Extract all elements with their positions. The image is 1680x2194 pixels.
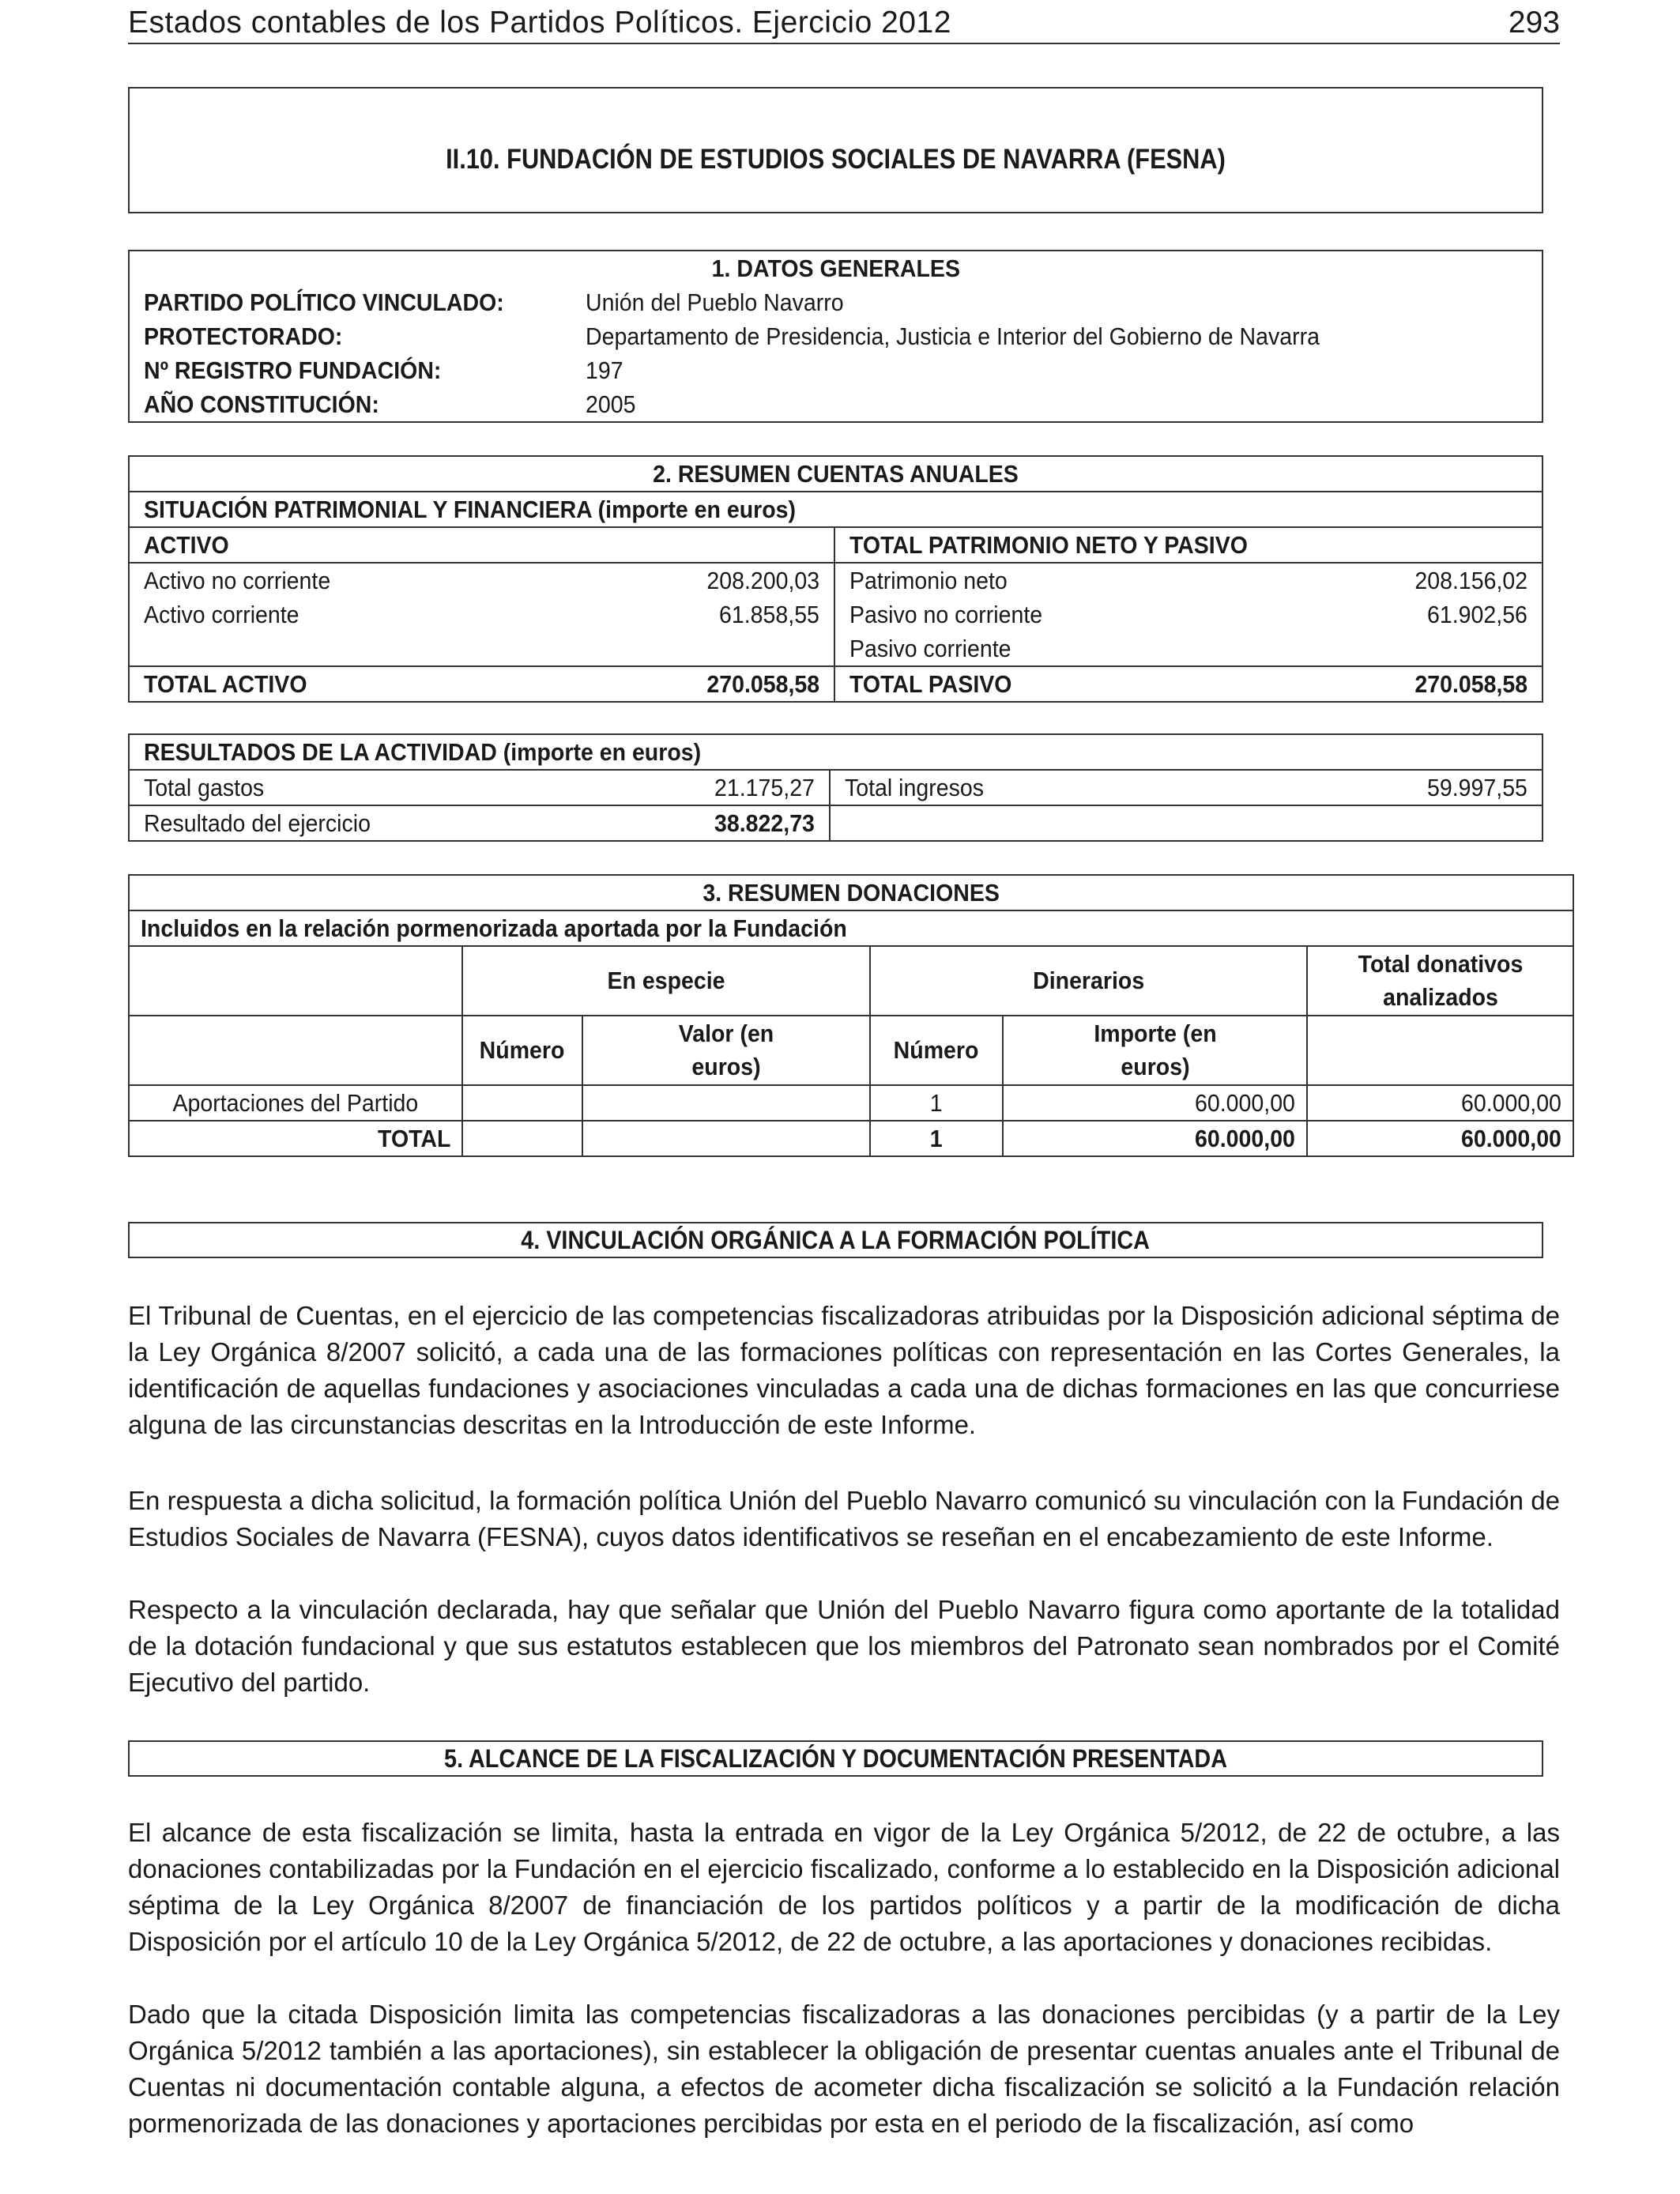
table-row: AÑO CONSTITUCIÓN: 2005 [144, 390, 636, 418]
table-total-row: TOTAL 1 60.000,00 60.000,00 [129, 1121, 1573, 1156]
section-4-heading: 4. VINCULACIÓN ORGÁNICA A LA FORMACIÓN POLÍTICA [128, 1222, 1543, 1258]
paragraph: En respuesta a dicha solicitud, la formación política Unión del Pueblo Navarro comunicó su vinculación con la Fundación de Estudios Sociales de Navarra (FESNA), cuyos datos identificativos se reseñan en el encabezamiento de este Informe. [128, 1486, 1560, 1551]
activo-heading: ACTIVO [129, 527, 834, 563]
page-number: 293 [1508, 6, 1560, 40]
section-title-box [128, 87, 1543, 213]
col-dinerarios: Dinerarios [870, 946, 1307, 1016]
donaciones-heading: 3. RESUMEN DONACIONES [129, 875, 1573, 910]
resumen-cuentas-heading: 2. RESUMEN CUENTAS ANUALES [129, 456, 1543, 492]
pasivo-heading: TOTAL PATRIMONIO NETO Y PASIVO [834, 527, 1543, 563]
col-en-especie: En especie [462, 946, 870, 1016]
table-row: Nº REGISTRO FUNDACIÓN: 197 [144, 356, 623, 384]
col-valor: Valor (en euros) [582, 1016, 870, 1085]
table-row: Activo no corriente 208.200,03 Patrimonio neto 208.156,02 [129, 563, 1543, 598]
running-title: Estados contables de los Partidos Políticos. Ejercicio 2012 [128, 6, 951, 40]
datos-generales-table [128, 250, 1543, 423]
paragraph: Dado que la citada Disposición limita las competencias fiscalizadoras a las donaciones percibidas (y a partir de la Ley Orgánica 5/2012 también a las aportaciones), sin establecer la obligación de presentar cuentas anuales ante el Tribunal de Cuentas ni documentación contable alguna, a efectos de acometer dicha fiscalización se solicitó a la Fundación relación pormenorizada de las donaciones y aportaciones percibidas por esta en el periodo de la fiscalización, así como [128, 2000, 1560, 2138]
col-numero-especie: Número [462, 1016, 582, 1085]
table-total-row: TOTAL ACTIVO 270.058,58 TOTAL PASIVO 270.058,58 [129, 666, 1543, 702]
paragraph: El Tribunal de Cuentas, en el ejercicio de las competencias fiscalizadoras atribuidas por la Disposición adicional séptima de la Ley Orgánica 8/2007 solicitó, a cada una de las formaciones políticas con representación en las Cortes Generales, la identificación de aquellas fundaciones y asociaciones vinculadas a cada una de dichas formaciones en las que concurriese alguna de las circunstancias descritas en la Introducción de este Informe. [128, 1301, 1560, 1439]
resultados-heading: RESULTADOS DE LA ACTIVIDAD (importe en euros) [129, 734, 1543, 770]
table-row: Total gastos 21.175,27 Total ingresos 59.997,55 [129, 770, 1543, 805]
donaciones-table [128, 874, 1574, 1157]
datos-generales-heading: 1. DATOS GENERALES [711, 254, 960, 282]
col-numero-dinerarios: Número [870, 1016, 1003, 1085]
table-row: Pasivo corriente [129, 631, 1543, 666]
col-importe: Importe (en euros) [1003, 1016, 1307, 1085]
table-row: Resultado del ejercicio 38.822,73 [129, 805, 1543, 841]
section-5-heading: 5. ALCANCE DE LA FISCALIZACIÓN Y DOCUMENTACIÓN PRESENTADA [128, 1740, 1543, 1777]
paragraph: El alcance de esta fiscalización se limita, hasta la entrada en vigor de la Ley Orgánica 5/2012, de 22 de octubre, a las donaciones contabilizadas por la Fundación en el ejercicio fiscalizado, conforme a lo establecido en la Disposición adicional séptima de la Ley Orgánica 8/2007 de financiación de los partidos políticos y a partir de la modificación de dicha Disposición por el artículo 10 de la Ley Orgánica 5/2012, de 22 de octubre, a las aportaciones y donaciones recibidas. [128, 1818, 1560, 1956]
resumen-cuentas-table [128, 455, 1543, 703]
situacion-patrimonial-heading: SITUACIÓN PATRIMONIAL Y FINANCIERA (importe en euros) [129, 492, 1543, 527]
table-row: PARTIDO POLÍTICO VINCULADO: Unión del Pueblo Navarro [144, 288, 844, 316]
paragraph: Respecto a la vinculación declarada, hay que señalar que Unión del Pueblo Navarro figura como aportante de la totalidad de la dotación fundacional y que sus estatutos establecen que los miembros del Patronato sean nombrados por el Comité Ejecutivo del partido. [128, 1595, 1560, 1697]
table-row: PROTECTORADO: Departamento de Presidencia, Justicia e Interior del Gobierno de Navarra [144, 322, 1320, 350]
table-row: Activo corriente 61.858,55 Pasivo no corriente 61.902,56 [129, 598, 1543, 631]
resultados-table [128, 733, 1543, 842]
running-header [128, 3, 1560, 44]
col-total-donativos: Total donativos analizados [1307, 946, 1573, 1016]
donaciones-subheading: Incluidos en la relación pormenorizada aportada por la Fundación [129, 910, 1573, 946]
table-row: Aportaciones del Partido 1 60.000,00 60.000,00 [129, 1085, 1573, 1121]
section-title: II.10. FUNDACIÓN DE ESTUDIOS SOCIALES DE NAVARRA (FESNA) [446, 144, 1226, 175]
